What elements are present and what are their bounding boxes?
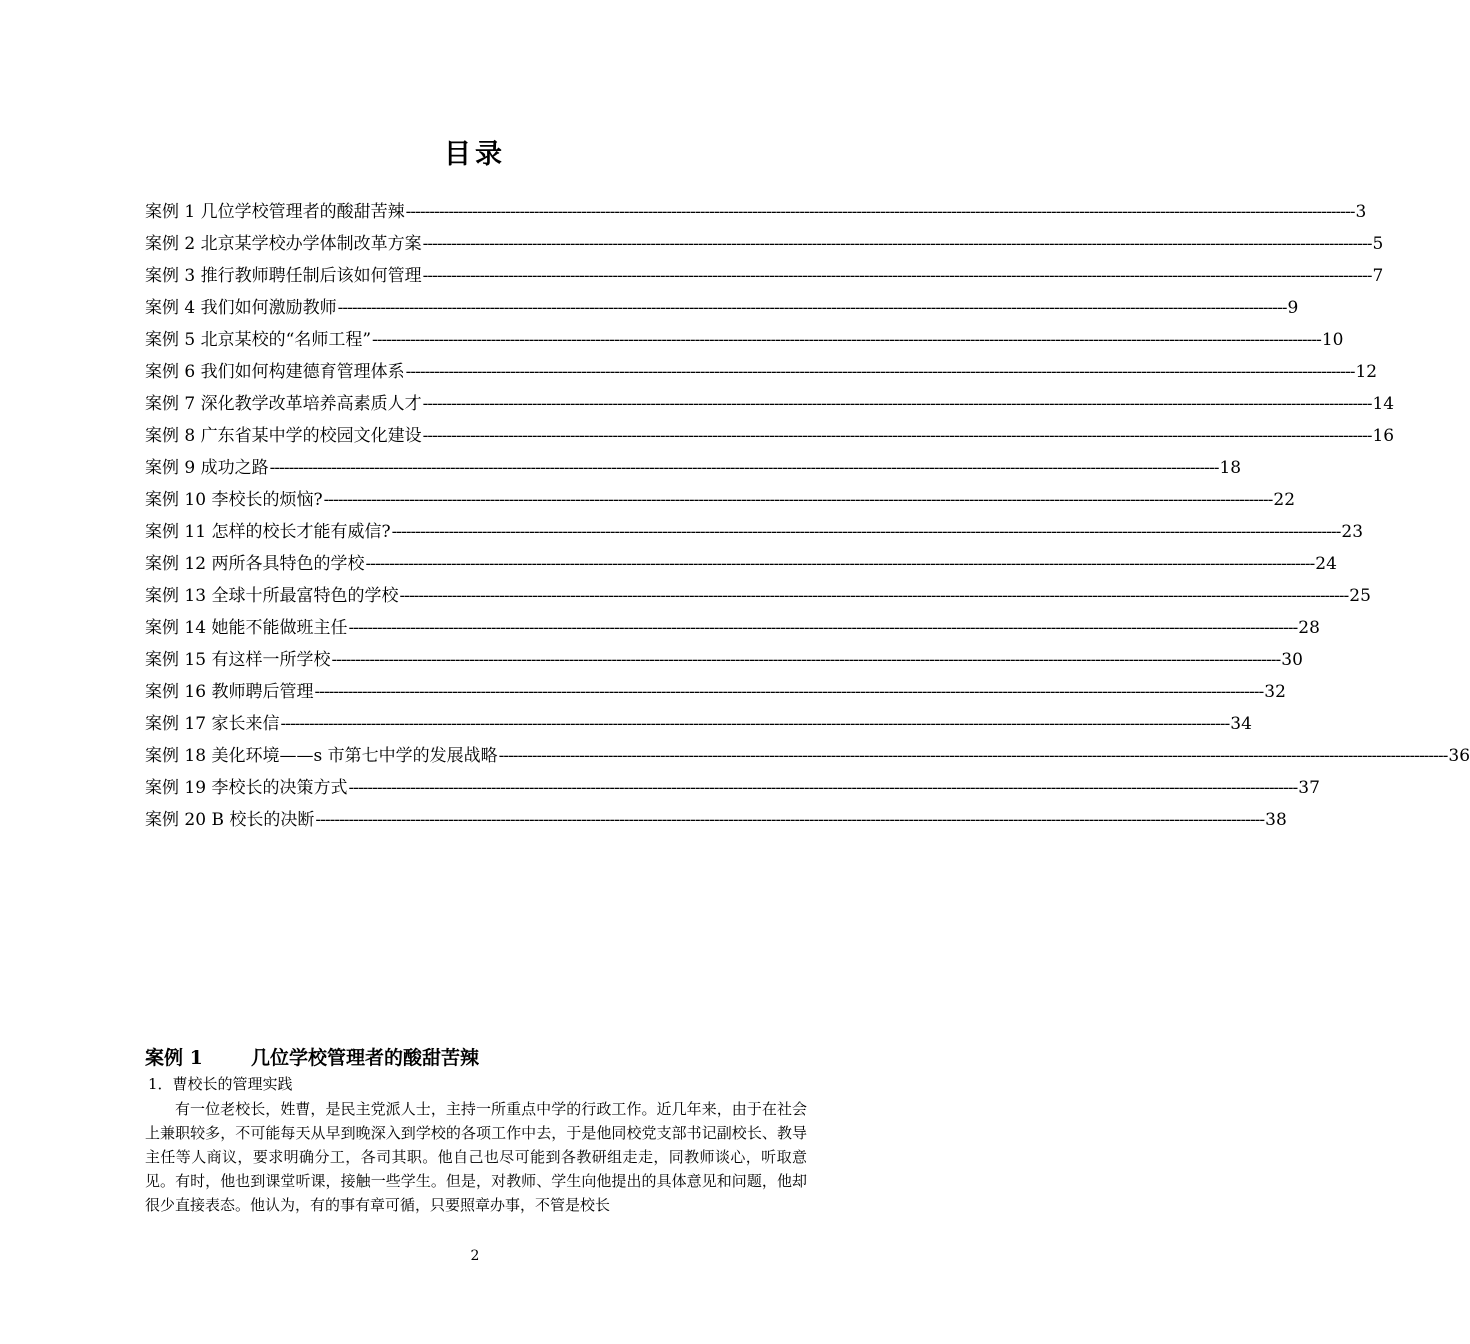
toc-entry-label: 案例 11 怎样的校长才能有威信? (145, 522, 391, 542)
toc-entry-label: 案例 2 北京某学校办学体制改革方案 (145, 234, 422, 254)
toc-entry-label: 案例 20 B 校长的决断 (145, 810, 315, 830)
toc-entry-label: 案例 9 成功之路 (145, 458, 269, 478)
toc-entry[interactable] (145, 581, 1371, 613)
toc-entry[interactable] (145, 773, 1320, 805)
toc-leader: -------------------------------------------------------------------------------------------------------------------------------------------------------------------------------------------------------- (422, 234, 1372, 254)
toc-entry[interactable] (145, 805, 1287, 837)
toc-entry-page: 23 (1341, 522, 1364, 542)
toc-leader: -------------------------------------------------------------------------------------------------------------------------------------------------------------------------------------------------------- (348, 778, 1298, 798)
toc-entry-label: 案例 5 北京某校的“名师工程” (145, 330, 372, 350)
toc-leader: -------------------------------------------------------------------------------------------------------------------------------------------------------------------------------------------------------- (269, 458, 1219, 478)
toc-entry-page: 10 (1321, 330, 1344, 350)
toc-leader: -------------------------------------------------------------------------------------------------------------------------------------------------------------------------------------------------------- (405, 202, 1355, 222)
toc-leader: -------------------------------------------------------------------------------------------------------------------------------------------------------------------------------------------------------- (422, 394, 1372, 414)
toc-entry-page: 36 (1448, 746, 1470, 766)
toc-leader: -------------------------------------------------------------------------------------------------------------------------------------------------------------------------------------------------------- (280, 714, 1230, 734)
body-paragraph: 有一位老校长，姓曹，是民主党派人士，主持一所重点中学的行政工作。近几年来，由于在社会上兼职较多，不可能每天从早到晚深入到学校的各项工作中去，于是他同校党支部书记副校长、教导主任等人商议，要求明确分工，各司其职。他自己也尽可能到各教研组走走，同教师谈心，听取意见。有时，他也到课堂听课，接触一些学生。但是，对教师、学生向他提出的具体意见和问题，他却很少直接表态。他认为，有的事有章可循，只要照章办事，不管是校长 (145, 1100, 807, 1214)
toc-leader: -------------------------------------------------------------------------------------------------------------------------------------------------------------------------------------------------------- (372, 330, 1321, 350)
toc-entry[interactable] (145, 613, 1320, 645)
toc-leader: -------------------------------------------------------------------------------------------------------------------------------------------------------------------------------------------------------- (365, 554, 1315, 574)
toc-entry[interactable] (145, 645, 1303, 677)
toc-leader: -------------------------------------------------------------------------------------------------------------------------------------------------------------------------------------------------------- (422, 266, 1372, 286)
toc-entry-page: 3 (1355, 202, 1367, 222)
toc-entry[interactable] (145, 677, 1286, 709)
toc-entry-page: 25 (1349, 586, 1371, 606)
page-number: 2 (470, 1248, 480, 1264)
toc-leader: -------------------------------------------------------------------------------------------------------------------------------------------------------------------------------------------------------- (422, 426, 1372, 446)
case-heading (145, 1043, 479, 1070)
toc-entry[interactable] (145, 261, 1384, 293)
toc-entry-page: 38 (1265, 810, 1287, 830)
toc-entry[interactable] (145, 517, 1364, 549)
toc-leader: -------------------------------------------------------------------------------------------------------------------------------------------------------------------------------------------------------- (348, 618, 1298, 638)
subheading: 1．曹校长的管理实践 (148, 1075, 293, 1093)
toc-entry[interactable] (145, 325, 1344, 357)
toc-entry-label: 案例 1 几位学校管理者的酸甜苦辣 (145, 202, 405, 222)
toc-entry-page: 22 (1273, 490, 1296, 510)
toc-entry-page: 14 (1372, 394, 1395, 414)
toc-entry-label: 案例 8 广东省某中学的校园文化建设 (145, 426, 422, 446)
toc-leader: -------------------------------------------------------------------------------------------------------------------------------------------------------------------------------------------------------- (391, 522, 1341, 542)
toc-entry[interactable] (145, 197, 1367, 229)
toc-entry-label: 案例 6 我们如何构建德育管理体系 (145, 362, 405, 382)
toc-entry-label: 案例 18 美化环境——s 市第七中学的发展战略 (145, 746, 498, 766)
toc-leader: -------------------------------------------------------------------------------------------------------------------------------------------------------------------------------------------------------- (337, 298, 1287, 318)
toc-entry-page: 5 (1372, 234, 1384, 254)
toc-leader: -------------------------------------------------------------------------------------------------------------------------------------------------------------------------------------------------------- (331, 650, 1281, 670)
toc-entry[interactable] (145, 357, 1378, 389)
toc-leader: -------------------------------------------------------------------------------------------------------------------------------------------------------------------------------------------------------- (323, 490, 1273, 510)
table-of-contents (145, 197, 1470, 837)
toc-entry-label: 案例 19 李校长的决策方式 (145, 778, 348, 798)
toc-entry-label: 案例 17 家长来信 (145, 714, 280, 734)
toc-entry[interactable] (145, 293, 1299, 325)
case-title: 几位学校管理者的酸甜苦辣 (251, 1047, 480, 1069)
toc-entry-page: 32 (1264, 682, 1286, 702)
toc-entry-label: 案例 4 我们如何激励教师 (145, 298, 337, 318)
toc-entry-label: 案例 16 教师聘后管理 (145, 682, 314, 702)
toc-entry[interactable] (145, 421, 1395, 453)
toc-entry-label: 案例 13 全球十所最富特色的学校 (145, 586, 399, 606)
toc-leader: -------------------------------------------------------------------------------------------------------------------------------------------------------------------------------------------------------- (314, 682, 1264, 702)
toc-entry[interactable] (145, 389, 1395, 421)
toc-entry[interactable] (145, 453, 1242, 485)
toc-entry-page: 7 (1372, 266, 1384, 286)
toc-entry-label: 案例 12 两所各具特色的学校 (145, 554, 365, 574)
toc-entry-label: 案例 10 李校长的烦恼? (145, 490, 323, 510)
toc-entry-label: 案例 14 她能不能做班主任 (145, 618, 348, 638)
toc-entry-page: 30 (1281, 650, 1303, 670)
toc-entry-page: 18 (1219, 458, 1242, 478)
toc-leader: -------------------------------------------------------------------------------------------------------------------------------------------------------------------------------------------------------- (399, 586, 1349, 606)
toc-entry[interactable] (145, 741, 1470, 773)
toc-entry[interactable] (145, 549, 1337, 581)
toc-entry-label: 案例 3 推行教师聘任制后该如何管理 (145, 266, 422, 286)
toc-entry-page: 9 (1287, 298, 1299, 318)
toc-entry[interactable] (145, 229, 1384, 261)
toc-entry[interactable] (145, 709, 1252, 741)
toc-entry-label: 案例 7 深化教学改革培养高素质人才 (145, 394, 422, 414)
toc-entry-page: 37 (1298, 778, 1320, 798)
toc-leader: -------------------------------------------------------------------------------------------------------------------------------------------------------------------------------------------------------- (315, 810, 1265, 830)
toc-entry-page: 16 (1372, 426, 1395, 446)
toc-entry-page: 34 (1230, 714, 1252, 734)
toc-entry-page: 28 (1298, 618, 1320, 638)
toc-entry-page: 12 (1355, 362, 1378, 382)
toc-entry-label: 案例 15 有这样一所学校 (145, 650, 331, 670)
toc-title: 目录 (444, 139, 506, 170)
toc-entry[interactable] (145, 485, 1296, 517)
toc-entry-page: 24 (1315, 554, 1337, 574)
case-number: 案例 1 (145, 1047, 203, 1069)
toc-leader: -------------------------------------------------------------------------------------------------------------------------------------------------------------------------------------------------------- (498, 746, 1448, 766)
toc-leader: -------------------------------------------------------------------------------------------------------------------------------------------------------------------------------------------------------- (405, 362, 1355, 382)
